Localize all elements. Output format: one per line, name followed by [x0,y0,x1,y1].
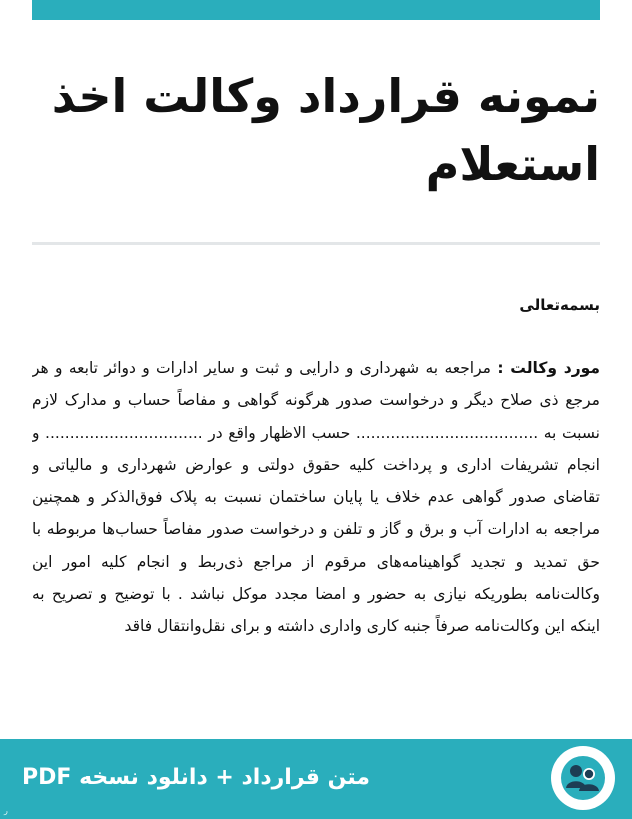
title-divider [32,242,600,245]
greeting-text: بسمه‌تعالی [519,296,600,314]
people-logo-icon[interactable] [551,746,615,810]
contract-body-text: مراجعه به شهرداری و دارایی و ثبت و سایر ادارات و دوائر تابعه و هر مرجع ذی صلاح دیگر و درخواست صدور هرگونه گواهی و مفاصاً حساب و مدارک لازم نسبت به ..................................... حسب الاظهار واقع در ................................ و انجام تشریفات اداری و پرداخت کلیه حقوق دولتی و عوارض شهرداری و مالیاتی و تقاضای صدور گواهی عدم خلاف یا پایان ساختمان نسبت به پلاک فوق‌الذکر و همچنین مراجعه به ادارات آب و برق و گاز و تلفن و درخواست صدور مفاصاً حساب‌ها مربوطه با حق تمدید و تجدید گواهینامه‌های مرقوم از مراجع ذی‌ربط و انجام کلیه امور این وکالت‌نامه بطوریکه نیازی به حضور و امضا مجدد موکل نباشد . با توضیح و تصریح به اینکه این وکالت‌نامه صرفاً جنبه کاری واداری داشته و برای نقل‌وانتقال فاقد [32,359,600,636]
corner-mark: ر [4,806,8,815]
contract-body [32,352,600,738]
download-pdf-link[interactable]: متن قرارداد + دانلود نسخه PDF [22,765,370,790]
page-title: نمونه قرارداد وکالت اخذ استعلام [51,69,600,191]
subject-label: مورد وکالت : [497,359,600,377]
top-accent-bar [32,0,600,20]
people-icon [559,754,607,802]
